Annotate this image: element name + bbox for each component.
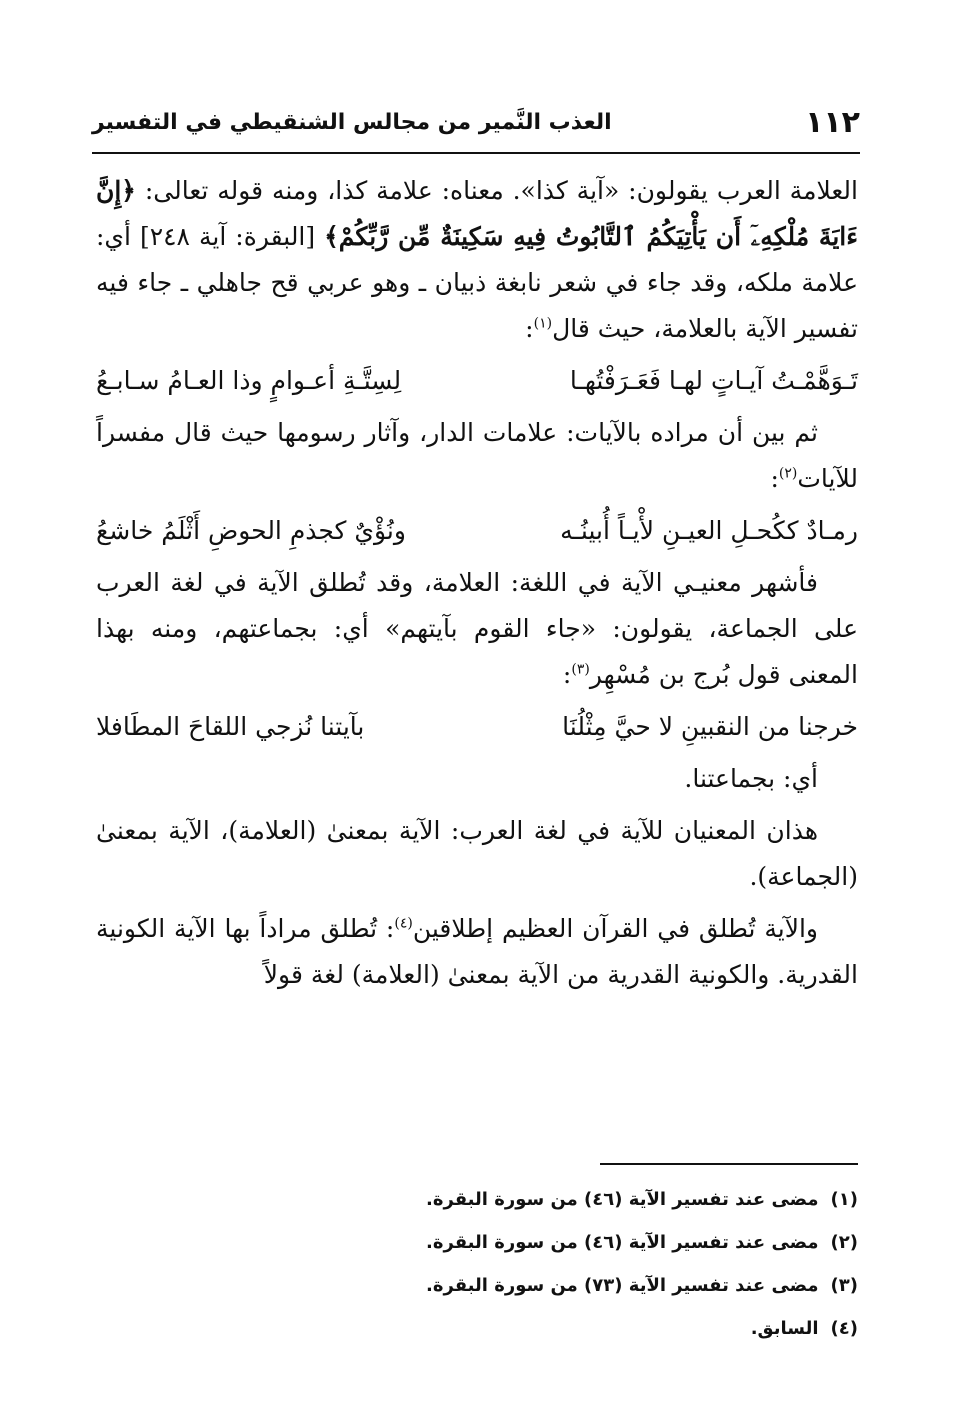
verse-2-second-hemistich: ونُؤْيٌ كجذمِ الحوضِ أَثْلَمُ خاشعُ [96,516,406,545]
paragraph-2-text: ثم بين أن مراده بالآيات: علامات الدار، وآثار رسومها حيث قال مفسراً للآيات [96,418,858,493]
paragraph-2 [96,410,858,502]
footnote-number: (٤) [830,1318,858,1339]
poem-verse-3 [96,704,858,750]
footnote-text: مضى عند تفسير الآية (٧٣) من سورة البقرة. [426,1275,819,1296]
footnote-number: (٢) [830,1232,858,1253]
footnote-ref-3[interactable]: (٣) [571,661,590,678]
verse-1-second-hemistich: لِسِتَّـةِ أعـوامٍ وذا العـامُ سـابـعُ [96,366,402,395]
footnotes [300,1178,858,1350]
paragraph-1 [96,168,858,352]
footnote-4 [300,1307,858,1350]
paragraph-6 [96,906,858,998]
footnote-2 [300,1221,858,1264]
footnote-ref-2[interactable]: (٢) [778,465,798,482]
footnote-text: مضى عند تفسير الآية (٤٦) من سورة البقرة. [426,1232,819,1253]
poem-verse-2 [96,508,858,554]
footnote-ref-4[interactable]: (٤) [394,915,413,932]
book-title: العذب النَّمير من مجالس الشنقيطي في التفسير [92,109,612,135]
poem-verse-1 [96,358,858,404]
paragraph-6-end: : تُطلق مراداً بها الآية الكونية القدرية. والكونية القدرية من الآية بمعنىٰ (العلامة) لغة قولاً [96,914,858,989]
quran-verse: ﴿إِنَّ ءَايَةَ مُلْكِهِۦٓ أَن يَأْتِيَكُمُ ٱلتَّابُوتُ فِيهِ سَكِينَةٌ مِّن رَّبِّكُمْ﴾ [96,176,858,251]
verse-1-first-hemistich: تَـوَهَّمْـتُ آيـاتٍ لهـا فَعَـرَفْتُهـا [569,366,858,395]
paragraph-1-text-2: [البقرة: آية ٢٤٨] أي: علامة ملكه، وقد جاء في شعر نابغة ذبيان ـ وهو عربي قح جاهلي ـ جاء فيه تفسير الآية بالعلامة، حيث قال [96,222,858,343]
footnote-3 [300,1264,858,1307]
page-number: ١١٢ [805,104,860,140]
footnote-text: السابق. [750,1318,819,1339]
footnote-1 [300,1178,858,1221]
main-text [96,168,858,1004]
paragraph-1-end: : [525,314,534,343]
header-divider [92,152,860,154]
verse-3-second-hemistich: بآيتنا نُزجي اللقاحَ المطَافلا [96,712,365,741]
verse-2-first-hemistich: رمـادٌ ككُحـلِ العيـنِ لأْيـاً أُبينُـه [560,516,858,545]
footnote-ref-1[interactable]: (١) [533,315,553,332]
footnote-text: مضى عند تفسير الآية (٤٦) من سورة البقرة. [426,1189,819,1210]
paragraph-6-text: والآية تُطلق في القرآن العظيم إطلاقين [412,914,818,943]
footnote-number: (١) [830,1189,858,1210]
paragraph-2-end: : [770,464,779,493]
paragraph-4: أي: بجماعتنا. [684,764,818,793]
footnote-number: (٣) [830,1275,858,1296]
paragraph-5: هذان المعنيان للآية في لغة العرب: الآية بمعنىٰ (العلامة)، الآية بمعنىٰ (الجماعة). [96,816,858,891]
paragraph-3-text: فأشهر معنيـي الآية في اللغة: العلامة، وقد تُطلق الآية في لغة العرب على الجماعة، يقولون: «جاء القوم بآيتهم» أي: بجماعتهم، ومنه بهذا المعنى قول بُرج بن مُسْهِر [96,568,858,689]
verse-3-first-hemistich: خرجنا من النقبينِ لا حيَّ مِثْلُنَا [562,712,858,741]
footnote-divider [600,1163,858,1165]
paragraph-3-end: : [562,660,572,689]
paragraph-1-text: العلامة العرب يقولون: «آية كذا». معناه: علامة كذا، ومنه قوله تعالى: [135,176,858,205]
page-header [92,96,860,148]
paragraph-3 [96,560,858,698]
